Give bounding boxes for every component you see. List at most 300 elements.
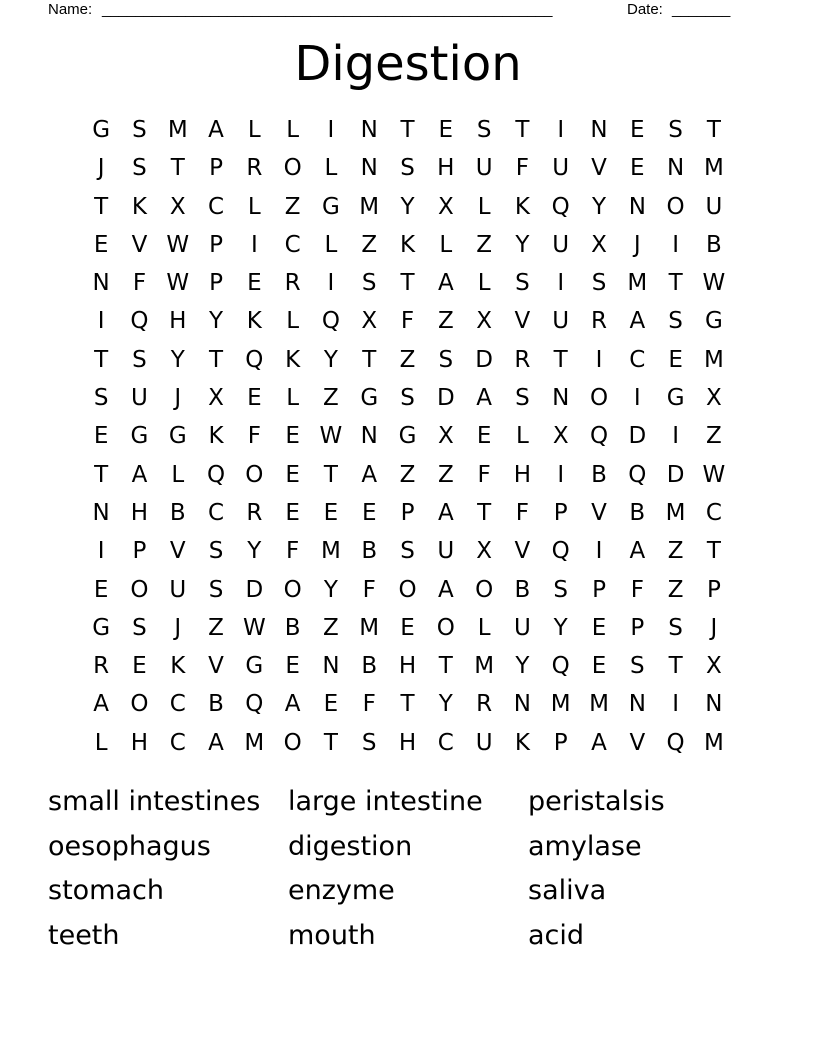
grid-cell[interactable]: T: [668, 653, 683, 680]
grid-cell[interactable]: N: [513, 691, 532, 718]
grid-cell[interactable]: M: [167, 117, 188, 143]
grid-cell[interactable]: F: [362, 576, 376, 603]
grid-cell[interactable]: M: [359, 614, 380, 641]
grid-cell[interactable]: S: [438, 346, 454, 373]
grid-cell[interactable]: H: [437, 155, 455, 182]
grid-cell[interactable]: A: [437, 270, 454, 297]
grid-cell[interactable]: I: [557, 117, 565, 143]
grid-cell[interactable]: O: [666, 193, 685, 220]
grid-cell[interactable]: K: [514, 729, 530, 756]
grid-cell[interactable]: M: [550, 691, 571, 718]
grid-cell[interactable]: R: [514, 346, 531, 373]
grid-cell[interactable]: Q: [245, 691, 264, 718]
grid-cell[interactable]: U: [437, 538, 455, 565]
grid-cell[interactable]: Q: [666, 729, 685, 756]
grid-cell[interactable]: J: [633, 231, 641, 258]
grid-cell[interactable]: M: [703, 155, 724, 182]
grid-cell[interactable]: E: [476, 423, 492, 450]
grid-row: [82, 341, 733, 379]
grid-cell[interactable]: K: [208, 423, 224, 450]
grid-cell[interactable]: S: [400, 155, 415, 182]
grid-cell[interactable]: A: [93, 691, 110, 718]
grid-cell[interactable]: O: [436, 614, 455, 641]
grid-cell[interactable]: A: [361, 461, 378, 488]
grid-cell[interactable]: G: [398, 423, 417, 450]
grid-cell[interactable]: P: [706, 576, 721, 603]
grid-cell[interactable]: U: [552, 155, 570, 182]
grid-cell[interactable]: C: [208, 499, 225, 526]
date-field[interactable]: _______: [672, 1, 731, 18]
grid-cell[interactable]: G: [130, 423, 149, 450]
grid-cell[interactable]: L: [94, 729, 108, 756]
grid-cell[interactable]: L: [286, 117, 300, 143]
grid-cell[interactable]: F: [286, 538, 300, 565]
grid-cell[interactable]: K: [170, 653, 186, 680]
grid-cell[interactable]: O: [130, 576, 149, 603]
grid-cell[interactable]: M: [359, 193, 380, 220]
grid-cell[interactable]: X: [208, 385, 224, 412]
grid-cell[interactable]: L: [324, 231, 338, 258]
grid-cell[interactable]: H: [513, 461, 532, 488]
grid-cell[interactable]: L: [439, 231, 453, 258]
grid-cell[interactable]: I: [672, 423, 679, 450]
grid-cell[interactable]: Y: [400, 193, 415, 220]
grid-cell[interactable]: G: [92, 117, 111, 143]
grid-cell[interactable]: I: [250, 231, 258, 258]
grid-cell[interactable]: Y: [591, 193, 607, 220]
grid-cell[interactable]: E: [93, 231, 109, 258]
grid-cell[interactable]: T: [515, 117, 530, 143]
grid-cell[interactable]: G: [322, 193, 340, 220]
grid-cell[interactable]: Z: [437, 461, 454, 488]
grid-cell[interactable]: E: [591, 614, 607, 641]
grid-cell[interactable]: H: [130, 499, 149, 526]
grid-cell[interactable]: K: [285, 346, 301, 373]
grid-cell[interactable]: I: [672, 231, 679, 258]
grid-cell[interactable]: P: [132, 538, 147, 565]
grid-cell[interactable]: V: [591, 499, 607, 526]
grid-cell[interactable]: P: [553, 729, 568, 756]
grid-cell[interactable]: C: [169, 729, 186, 756]
grid-cell[interactable]: B: [629, 499, 646, 526]
grid-cell[interactable]: G: [666, 385, 685, 412]
grid-cell[interactable]: E: [400, 614, 415, 641]
grid-cell[interactable]: W: [166, 231, 190, 258]
grid-cell[interactable]: L: [286, 385, 300, 412]
grid-cell[interactable]: E: [285, 653, 300, 680]
grid-cell[interactable]: E: [247, 270, 262, 297]
grid-cell[interactable]: A: [476, 385, 492, 412]
grid-cell[interactable]: O: [283, 729, 302, 756]
grid-cell[interactable]: L: [516, 423, 529, 450]
grid-cell[interactable]: U: [513, 614, 531, 641]
grid-cell[interactable]: U: [169, 576, 187, 603]
grid-cell[interactable]: K: [514, 193, 530, 220]
grid-cell[interactable]: N: [628, 193, 646, 220]
grid-cell[interactable]: Z: [208, 614, 224, 641]
grid-cell[interactable]: Y: [323, 346, 338, 373]
grid-cell[interactable]: Z: [284, 193, 301, 220]
grid-cell[interactable]: X: [169, 193, 186, 220]
grid-cell[interactable]: N: [92, 499, 110, 526]
grid-cell[interactable]: I: [595, 538, 603, 565]
grid-cell[interactable]: P: [630, 614, 645, 641]
grid-cell[interactable]: A: [629, 538, 646, 565]
grid-cell[interactable]: Z: [361, 231, 378, 258]
grid-cell[interactable]: X: [476, 308, 492, 335]
grid-cell[interactable]: K: [246, 308, 262, 335]
grid-cell[interactable]: D: [628, 423, 647, 450]
grid-cell[interactable]: L: [247, 117, 261, 143]
grid-cell[interactable]: S: [630, 653, 645, 680]
grid-cell[interactable]: Q: [628, 461, 647, 488]
grid-cell[interactable]: S: [132, 117, 147, 143]
grid-cell[interactable]: E: [285, 423, 300, 450]
grid-cell[interactable]: S: [553, 576, 569, 603]
grid-cell[interactable]: I: [633, 385, 641, 412]
grid-cell[interactable]: I: [557, 461, 565, 488]
grid-cell[interactable]: Z: [399, 461, 416, 488]
word-list-item: peristalsis: [528, 786, 665, 817]
grid-cell[interactable]: G: [168, 423, 187, 450]
grid-cell[interactable]: S: [400, 538, 415, 565]
grid-row: [82, 571, 733, 609]
grid-cell[interactable]: T: [323, 729, 338, 756]
grid-cell[interactable]: W: [242, 614, 266, 641]
grid-cell[interactable]: E: [285, 461, 300, 488]
grid-cell[interactable]: A: [437, 576, 454, 603]
grid-cell[interactable]: Y: [515, 653, 530, 680]
grid-cell[interactable]: A: [437, 499, 454, 526]
grid-cell[interactable]: Z: [323, 385, 339, 412]
grid-cell[interactable]: J: [174, 385, 182, 412]
grid-cell[interactable]: E: [93, 576, 109, 603]
grid-cell[interactable]: X: [591, 231, 607, 258]
grid-cell[interactable]: N: [628, 691, 646, 718]
grid-cell[interactable]: P: [553, 499, 568, 526]
grid-cell[interactable]: Y: [247, 538, 262, 565]
grid-cell[interactable]: Z: [399, 346, 416, 373]
grid-cell[interactable]: B: [361, 653, 378, 680]
grid-cell[interactable]: D: [475, 346, 493, 373]
grid-cell[interactable]: O: [245, 461, 264, 488]
grid-cell[interactable]: P: [592, 576, 606, 603]
grid-cell[interactable]: V: [514, 308, 531, 335]
grid-cell[interactable]: H: [398, 653, 417, 680]
grid-cell[interactable]: T: [170, 155, 185, 182]
grid-cell[interactable]: N: [92, 270, 110, 297]
grid-cell[interactable]: Z: [667, 538, 684, 565]
grid-cell[interactable]: X: [706, 385, 722, 412]
grid-cell[interactable]: Y: [553, 614, 568, 641]
grid-cell[interactable]: F: [515, 155, 530, 182]
grid-cell[interactable]: Q: [130, 308, 149, 335]
grid-cell[interactable]: L: [324, 155, 338, 182]
grid-cell[interactable]: X: [552, 423, 569, 450]
grid-cell[interactable]: E: [93, 423, 109, 450]
grid-cell[interactable]: U: [475, 729, 493, 756]
grid-cell[interactable]: D: [436, 385, 455, 412]
grid-cell[interactable]: C: [705, 499, 722, 526]
grid-cell[interactable]: T: [323, 461, 338, 488]
grid-cell[interactable]: N: [666, 155, 685, 182]
grid-cell[interactable]: S: [361, 270, 377, 297]
grid-cell[interactable]: I: [97, 538, 105, 565]
page-title: Digestion: [294, 36, 522, 92]
grid-cell[interactable]: C: [629, 346, 646, 373]
grid-cell[interactable]: S: [132, 614, 147, 641]
grid-cell[interactable]: S: [93, 385, 109, 412]
grid-cell[interactable]: J: [174, 614, 182, 641]
grid-cell[interactable]: S: [515, 385, 530, 412]
grid-cell[interactable]: F: [362, 691, 376, 718]
grid-cell[interactable]: B: [169, 499, 186, 526]
grid-cell[interactable]: M: [627, 270, 648, 297]
grid-cell[interactable]: P: [209, 231, 223, 258]
grid-cell[interactable]: X: [437, 193, 454, 220]
grid-cell[interactable]: A: [629, 308, 646, 335]
grid-cell[interactable]: Z: [476, 231, 492, 258]
grid-cell[interactable]: L: [286, 308, 300, 335]
grid-cell[interactable]: X: [706, 653, 722, 680]
grid-cell[interactable]: A: [208, 729, 224, 756]
grid-cell[interactable]: S: [515, 270, 530, 297]
grid-cell[interactable]: W: [702, 461, 726, 488]
grid-cell[interactable]: U: [705, 193, 723, 220]
grid-cell[interactable]: M: [589, 691, 609, 718]
grid-cell[interactable]: V: [629, 729, 646, 756]
grid-cell[interactable]: G: [360, 385, 379, 412]
name-field[interactable]: ______________________________________________________: [102, 1, 553, 18]
grid-cell[interactable]: S: [132, 155, 147, 182]
grid-cell[interactable]: T: [400, 270, 415, 297]
grid-cell[interactable]: Y: [515, 231, 530, 258]
grid-cell[interactable]: S: [132, 346, 147, 373]
grid-cell[interactable]: X: [437, 423, 454, 450]
grid-cell[interactable]: B: [514, 576, 531, 603]
grid-cell[interactable]: R: [284, 270, 301, 297]
grid-cell[interactable]: I: [595, 346, 603, 373]
word-list: [48, 780, 768, 959]
grid-cell[interactable]: G: [245, 653, 264, 680]
grid-cell[interactable]: E: [630, 117, 645, 143]
grid-cell[interactable]: P: [400, 499, 415, 526]
grid-cell[interactable]: N: [322, 653, 340, 680]
grid-cell[interactable]: I: [327, 270, 335, 297]
grid-cell[interactable]: V: [208, 653, 224, 680]
grid-cell[interactable]: J: [97, 155, 105, 182]
grid-cell[interactable]: M: [703, 729, 724, 756]
grid-cell[interactable]: S: [208, 538, 224, 565]
grid-cell[interactable]: R: [246, 155, 263, 182]
grid-cell[interactable]: O: [475, 576, 494, 603]
grid-cell[interactable]: T: [209, 346, 224, 373]
grid-cell[interactable]: A: [208, 117, 224, 143]
grid-cell[interactable]: S: [476, 117, 492, 143]
grid-cell[interactable]: Q: [551, 653, 570, 680]
grid-cell[interactable]: J: [710, 614, 718, 641]
grid-cell[interactable]: S: [668, 117, 683, 143]
grid-cell[interactable]: H: [130, 729, 149, 756]
grid-cell[interactable]: E: [247, 385, 262, 412]
grid-cell[interactable]: T: [94, 193, 109, 220]
grid-cell[interactable]: B: [284, 614, 301, 641]
grid-cell[interactable]: E: [668, 346, 683, 373]
grid-cell[interactable]: C: [169, 691, 186, 718]
grid-cell[interactable]: A: [131, 461, 148, 488]
grid-cell[interactable]: E: [438, 117, 454, 143]
grid-cell[interactable]: F: [630, 576, 644, 603]
grid-cell[interactable]: T: [400, 117, 415, 143]
grid-cell[interactable]: T: [553, 346, 568, 373]
grid-cell[interactable]: R: [246, 499, 263, 526]
grid-cell[interactable]: W: [702, 270, 726, 297]
grid-cell[interactable]: Q: [551, 538, 570, 565]
grid-cell[interactable]: L: [247, 193, 261, 220]
grid-cell[interactable]: U: [552, 308, 570, 335]
grid-cell[interactable]: B: [706, 231, 722, 258]
grid-cell[interactable]: T: [400, 691, 415, 718]
grid-cell[interactable]: D: [666, 461, 685, 488]
grid-cell[interactable]: K: [131, 193, 147, 220]
grid-cell[interactable]: Z: [706, 423, 722, 450]
grid-cell[interactable]: P: [209, 155, 223, 182]
grid-cell[interactable]: N: [590, 117, 608, 143]
grid-cell[interactable]: X: [476, 538, 492, 565]
grid-cell[interactable]: M: [321, 538, 341, 565]
grid-cell[interactable]: T: [94, 346, 109, 373]
grid-cell[interactable]: U: [475, 155, 493, 182]
grid-cell[interactable]: Q: [321, 308, 340, 335]
grid-cell[interactable]: Y: [438, 691, 453, 718]
grid-cell[interactable]: R: [591, 308, 607, 335]
grid-cell[interactable]: V: [169, 538, 186, 565]
grid-cell[interactable]: E: [323, 691, 339, 718]
grid-cell[interactable]: Y: [170, 346, 185, 373]
grid-cell[interactable]: Y: [323, 576, 338, 603]
grid-cell[interactable]: L: [477, 193, 491, 220]
word-list-item: large intestine: [288, 786, 483, 817]
grid-cell[interactable]: F: [515, 499, 530, 526]
grid-cell[interactable]: E: [591, 653, 607, 680]
grid-cell[interactable]: L: [171, 461, 185, 488]
grid-cell[interactable]: K: [399, 231, 416, 258]
grid-cell[interactable]: S: [208, 576, 224, 603]
grid-row: [82, 111, 733, 149]
grid-cell[interactable]: N: [552, 385, 570, 412]
grid-cell[interactable]: C: [208, 193, 225, 220]
grid-cell[interactable]: B: [361, 538, 378, 565]
grid-cell[interactable]: Q: [589, 423, 609, 450]
grid-cell[interactable]: T: [477, 499, 492, 526]
grid-cell[interactable]: E: [132, 653, 147, 680]
grid-cell[interactable]: G: [704, 308, 723, 335]
grid-cell[interactable]: S: [668, 308, 683, 335]
grid-cell[interactable]: E: [630, 155, 645, 182]
grid-cell[interactable]: B: [208, 691, 224, 718]
grid-cell[interactable]: W: [319, 423, 343, 450]
grid-cell[interactable]: L: [477, 614, 491, 641]
grid-cell[interactable]: O: [398, 576, 417, 603]
grid-cell[interactable]: N: [360, 423, 378, 450]
grid-cell[interactable]: V: [514, 538, 531, 565]
word-list-item: amylase: [528, 830, 642, 862]
grid-cell[interactable]: B: [591, 461, 607, 488]
grid-cell[interactable]: R: [93, 653, 110, 680]
grid-cell[interactable]: T: [438, 653, 453, 680]
grid-cell[interactable]: E: [323, 499, 339, 526]
grid-cell[interactable]: N: [705, 691, 723, 718]
grid-cell[interactable]: C: [437, 729, 454, 756]
word-list-item: stomach: [48, 875, 164, 907]
grid-cell[interactable]: D: [245, 576, 264, 603]
grid-cell[interactable]: F: [247, 423, 261, 450]
grid-cell[interactable]: O: [130, 691, 149, 718]
grid-cell[interactable]: A: [591, 729, 607, 756]
grid-cell[interactable]: M: [474, 653, 495, 680]
grid-cell[interactable]: X: [361, 308, 378, 335]
grid-cell[interactable]: Z: [437, 308, 454, 335]
grid-cell[interactable]: T: [706, 117, 721, 143]
grid-cell[interactable]: I: [97, 308, 105, 335]
grid-cell[interactable]: S: [400, 385, 415, 412]
grid-cell[interactable]: T: [706, 538, 721, 565]
grid-cell[interactable]: Y: [209, 308, 224, 335]
grid-cell[interactable]: R: [476, 691, 493, 718]
grid-cell[interactable]: S: [591, 270, 607, 297]
grid-cell[interactable]: M: [703, 346, 724, 373]
grid-cell[interactable]: Z: [667, 576, 684, 603]
grid-cell[interactable]: H: [169, 308, 187, 335]
grid-cell[interactable]: E: [361, 499, 377, 526]
grid-cell[interactable]: S: [668, 614, 683, 641]
grid-cell[interactable]: Z: [323, 614, 339, 641]
grid-cell[interactable]: G: [92, 614, 111, 641]
grid-cell[interactable]: E: [285, 499, 300, 526]
grid-cell[interactable]: L: [477, 270, 491, 297]
grid-cell[interactable]: N: [360, 117, 378, 143]
grid-cell[interactable]: Q: [551, 193, 570, 220]
grid-cell[interactable]: I: [557, 270, 565, 297]
grid-cell[interactable]: Q: [245, 346, 264, 373]
grid-cell[interactable]: O: [283, 576, 302, 603]
grid-cell[interactable]: M: [244, 729, 265, 756]
grid-cell[interactable]: O: [283, 155, 302, 182]
grid-cell[interactable]: T: [94, 461, 109, 488]
grid-cell[interactable]: Q: [206, 461, 226, 488]
grid-cell[interactable]: S: [361, 729, 377, 756]
grid-cell[interactable]: F: [132, 270, 147, 297]
grid-cell[interactable]: H: [398, 729, 417, 756]
grid-cell[interactable]: U: [131, 385, 148, 412]
grid-cell[interactable]: F: [477, 461, 491, 488]
grid-cell[interactable]: T: [668, 270, 683, 297]
grid-cell[interactable]: O: [589, 385, 609, 412]
grid-cell[interactable]: P: [209, 270, 223, 297]
grid-cell[interactable]: V: [131, 231, 148, 258]
grid-cell[interactable]: U: [552, 231, 570, 258]
grid-cell[interactable]: V: [591, 155, 607, 182]
grid-cell[interactable]: A: [284, 691, 301, 718]
grid-cell[interactable]: I: [672, 691, 679, 718]
grid-cell[interactable]: C: [284, 231, 301, 258]
grid-cell[interactable]: F: [400, 308, 415, 335]
grid-cell[interactable]: W: [166, 270, 190, 297]
grid-cell[interactable]: M: [665, 499, 686, 526]
grid-cell[interactable]: I: [327, 117, 335, 143]
grid-cell[interactable]: T: [362, 346, 377, 373]
grid-cell[interactable]: N: [360, 155, 378, 182]
